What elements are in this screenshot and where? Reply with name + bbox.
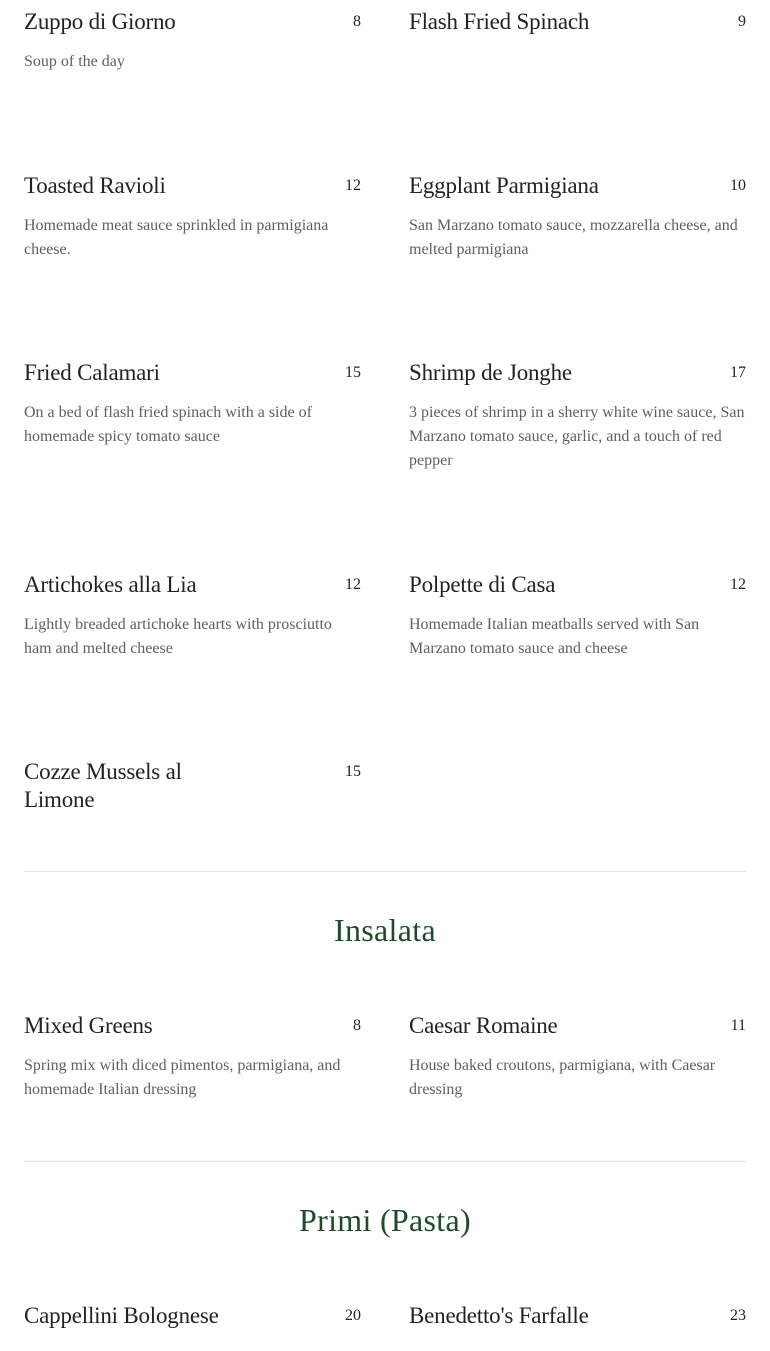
section-divider	[24, 1161, 746, 1162]
item-price: 8	[353, 13, 361, 30]
menu-item-cappellini-bolognese	[24, 1302, 361, 1330]
menu-item-benedettos-farfalle	[409, 1302, 746, 1330]
item-price: 15	[345, 763, 361, 780]
item-head	[24, 1302, 361, 1330]
item-name: Benedetto's Farfalle	[409, 1303, 589, 1328]
item-head	[409, 1302, 746, 1330]
menu-item-zuppo	[24, 8, 361, 74]
item-price: 12	[345, 576, 361, 593]
item-price: 10	[730, 177, 746, 194]
item-description: 3 pieces of shrimp in a sherry white wine sauce, San Marzano tomato sauce, garlic, and a touch of red pepper	[409, 404, 745, 469]
item-price: 23	[730, 1307, 746, 1324]
item-name: Caesar Romaine	[409, 1013, 558, 1038]
menu-item-toasted-ravioli	[24, 172, 361, 262]
item-description: Soup of the day	[24, 53, 125, 70]
menu-item-artichokes-alla-lia	[24, 571, 361, 661]
item-name: Eggplant Parmigiana	[409, 173, 599, 198]
item-price: 15	[345, 364, 361, 381]
item-name: Shrimp de Jonghe	[409, 360, 572, 385]
item-head	[409, 8, 746, 36]
menu-item-flash-fried-spinach	[409, 8, 746, 36]
item-name: Mixed Greens	[24, 1013, 153, 1038]
item-name: Polpette di Casa	[409, 572, 556, 597]
menu-item-mixed-greens	[24, 1012, 361, 1102]
item-head	[24, 172, 361, 200]
item-head	[24, 1012, 361, 1040]
item-description: House baked croutons, parmigiana, with Caesar dressing	[409, 1057, 716, 1098]
section-title-insalata: Insalata	[334, 912, 436, 948]
menu-item-shrimp-de-jonghe	[409, 359, 746, 473]
item-price: 20	[345, 1307, 361, 1324]
item-name: Zuppo di Giorno	[24, 9, 176, 34]
item-name: Flash Fried Spinach	[409, 9, 590, 34]
item-name: Artichokes alla Lia	[24, 572, 197, 597]
item-name: Fried Calamari	[24, 360, 160, 385]
menu-item-caesar-romaine	[409, 1012, 746, 1102]
item-price: 17	[730, 364, 746, 381]
item-price: 11	[730, 1017, 746, 1034]
menu-item-polpette-di-casa	[409, 571, 746, 661]
item-price: 12	[730, 576, 746, 593]
item-price: 12	[345, 177, 361, 194]
section-divider	[24, 871, 746, 872]
item-head	[24, 359, 361, 387]
item-description: Spring mix with diced pimentos, parmigiana, and homemade Italian dressing	[24, 1057, 341, 1098]
section-title-primi: Primi (Pasta)	[299, 1202, 471, 1238]
item-name: Cappellini Bolognese	[24, 1303, 219, 1328]
item-head	[409, 172, 746, 200]
item-description: Lightly breaded artichoke hearts with prosciutto ham and melted cheese	[24, 616, 332, 657]
item-description: On a bed of flash fried spinach with a side of homemade spicy tomato sauce	[24, 404, 312, 445]
item-head	[409, 359, 746, 387]
item-name: Toasted Ravioli	[24, 173, 166, 198]
item-head	[24, 758, 361, 814]
item-head	[24, 571, 361, 599]
menu-item-cozze-mussels	[24, 758, 361, 814]
item-price: 8	[353, 1017, 361, 1034]
menu-item-fried-calamari	[24, 359, 361, 449]
item-head	[409, 1012, 746, 1040]
item-head	[24, 8, 361, 36]
item-description: Homemade Italian meatballs served with San Marzano tomato sauce and cheese	[409, 616, 700, 657]
item-name: Cozze Mussels al Limone	[24, 759, 182, 812]
item-description: Homemade meat sauce sprinkled in parmigiana cheese.	[24, 217, 329, 258]
item-price: 9	[738, 13, 746, 30]
item-description: San Marzano tomato sauce, mozzarella cheese, and melted parmigiana	[409, 217, 738, 258]
item-head	[409, 571, 746, 599]
menu-item-eggplant-parmigiana	[409, 172, 746, 262]
